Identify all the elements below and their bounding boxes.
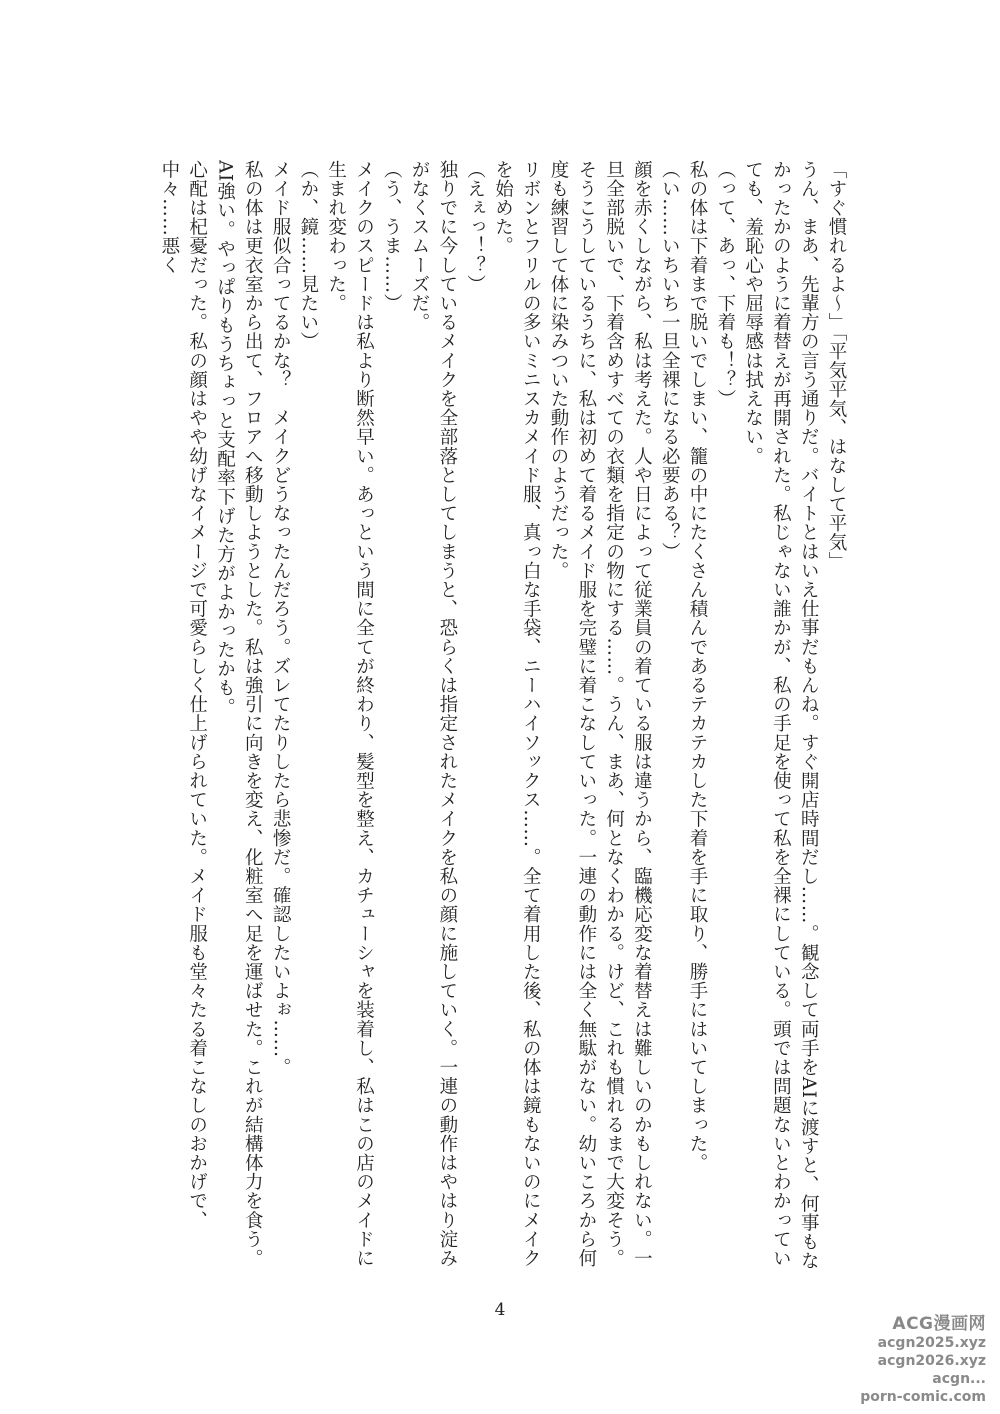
page-number: 4	[494, 1300, 506, 1320]
watermark-logo: ACG漫画网	[892, 1314, 986, 1334]
watermark-line: acgn...	[932, 1371, 986, 1387]
paragraph: （えぇっ！？）	[464, 160, 486, 294]
paragraph: メイド服似合ってるかな？ メイクどうなったんだろう。ズレてたりしたら悲惨だ。確認したいよぉ……。	[270, 160, 292, 1077]
paragraph: 心配は杞憂だった。私の顔はやや幼げなイメージで可愛らしく仕上げられていた。メイド服も堂々たる着こなしのおかげで、中々……悪く	[158, 160, 208, 1230]
paragraph: 私の体は更衣室から出て、フロアへ移動しようとした。私は強引に向きを変え、化粧室へ足を運ばせた。これが結構体力を食う。AI強い。やっぱりもうちょっと支配率下げた方がよかったかも。	[214, 160, 264, 1268]
watermark-line: porn-comic.com	[860, 1389, 986, 1405]
paragraph: （って、あっ、下着も！？）	[714, 160, 736, 409]
watermark-line: acgn2026.xyz	[877, 1353, 986, 1369]
paragraph: （い……いちいち一旦全裸になる必要ある？）	[659, 160, 681, 562]
paragraph: そうこうしているうちに、私は初めて着るメイド服を完璧に着こなしていった。一連の動作には全く無駄がない。幼いころから何度も練習して体に染みついた動作のようだった。	[548, 160, 597, 1268]
paragraph: 「すぐ慣れるよ～」「平気平気、はなして平気」	[826, 160, 847, 571]
paragraph: うん、まあ、先輩方の言う通りだ。バイトとはいえ仕事だもんね。すぐ開店時間だし……。観念して両手をAIに渡すと、何事もなかったかのように着替えが再開された。私じゃない誰かが、私の手足を使って私を全裸にしている。頭では問題ないとわかっていても、羞恥心や屈辱感は拭えない。	[742, 160, 820, 1271]
watermark	[846, 1309, 986, 1406]
paragraph: 顔を赤くしながら、私は考えた。人や日によって従業員の着ている服は違うから、臨機応変な着替えは難しいのかもしれない。一旦全部脱いで、下着含めすべての衣類を指定の物にする……。うん、まあ、何となくわかる。けど、これも慣れるまで大変そう。	[603, 160, 653, 1268]
paragraph: リボンとフリルの多いミニスカメイド服、真っ白な手袋、ニーハイソックス……。全て着用した後、私の体は鏡もないのにメイクを始めた。	[492, 160, 542, 1268]
watermark-line: acgn2025.xyz	[877, 1335, 986, 1351]
paragraph: 独りでに今しているメイクを全部落としてしまうと、恐らくは指定されたメイクを私の顔に施していく。一連の動作はやはり淀みがなくスムーズだ。	[409, 160, 458, 1268]
page-body-text	[150, 160, 850, 1285]
paragraph: （か、鏡……見たい）	[297, 160, 319, 351]
paragraph: （う、うま……）	[381, 160, 403, 313]
paragraph: 私の体は下着まで脱いでしまい、籠の中にたくさん積んであるテカテカした下着を手に取り、勝手にはいてしまった。	[687, 160, 709, 1173]
paragraph: メイクのスピードは私より断然早い。あっという間に全てが終わり、髪型を整え、カチューシャを装着し、私はこの店のメイドに生まれ変わった。	[325, 160, 375, 1268]
